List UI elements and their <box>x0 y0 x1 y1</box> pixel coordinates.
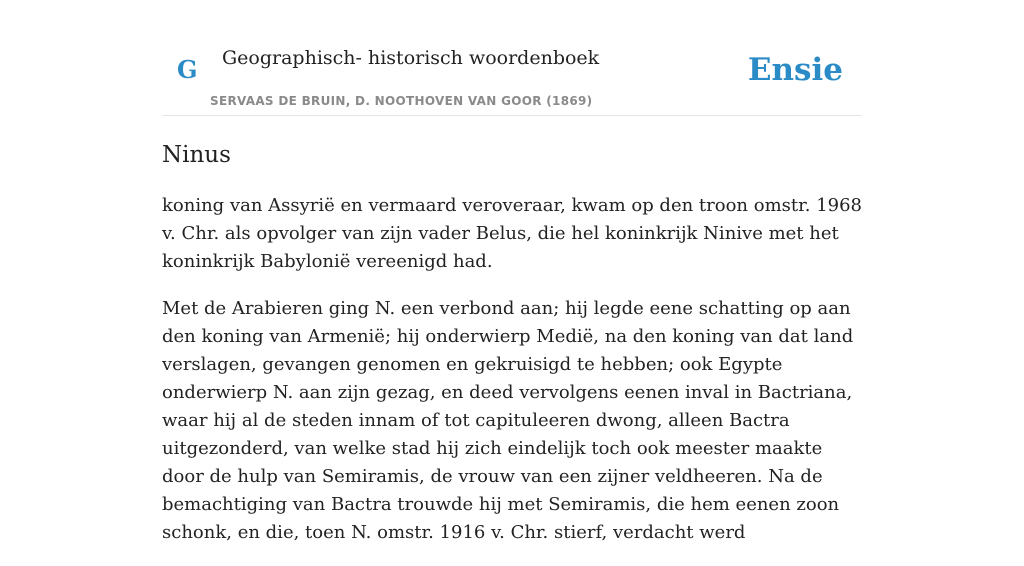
content-container <box>162 0 863 543</box>
entry-paragraph: Met de Arabieren ging N. een verbond aan; hij legde eene schatting op aan den koning van Armenië; hij onderwierp Medië, na den koning van dat land verslagen, gevangen genomen en gekruisigd te hebben; ook Egypte onderwierp N. aan zijn gezag, en deed vervolgens eenen inval in Bactriana, waar hij al de steden innam of tot capituleeren dwong, alleen Bactra uitgezonderd, van welke stad hij zich eindelijk toch ook meester maakte door de hulp van Semiramis, de vrouw van een zijner veldheeren. Na de bemachtiging van Bactra trouwde hij met Semiramis, die hem eenen zoon schonk, en die, toen N. omstr. 1916 v. Chr. stierf, verdacht werd <box>162 298 854 543</box>
entry-body <box>162 192 862 566</box>
entry-paragraph: koning van Assyrië en vermaard veroveraar, kwam op den troon omstr. 1968 v. Chr. als opvolger van zijn vader Belus, die hel koninkrijk Ninive met het koninkrijk Babylonië vereenigd had. <box>162 195 863 272</box>
book-authors-meta: SERVAAS DE BRUIN, D. NOOTHOVEN VAN GOOR (1869) <box>210 94 593 108</box>
ensie-logo[interactable]: Ensie <box>747 52 843 88</box>
book-title-link[interactable]: Geographisch- historisch woordenboek <box>222 47 600 69</box>
book-logo-letter[interactable]: G <box>177 55 198 84</box>
page-header <box>162 0 862 116</box>
entry-title: Ninus <box>162 142 231 168</box>
